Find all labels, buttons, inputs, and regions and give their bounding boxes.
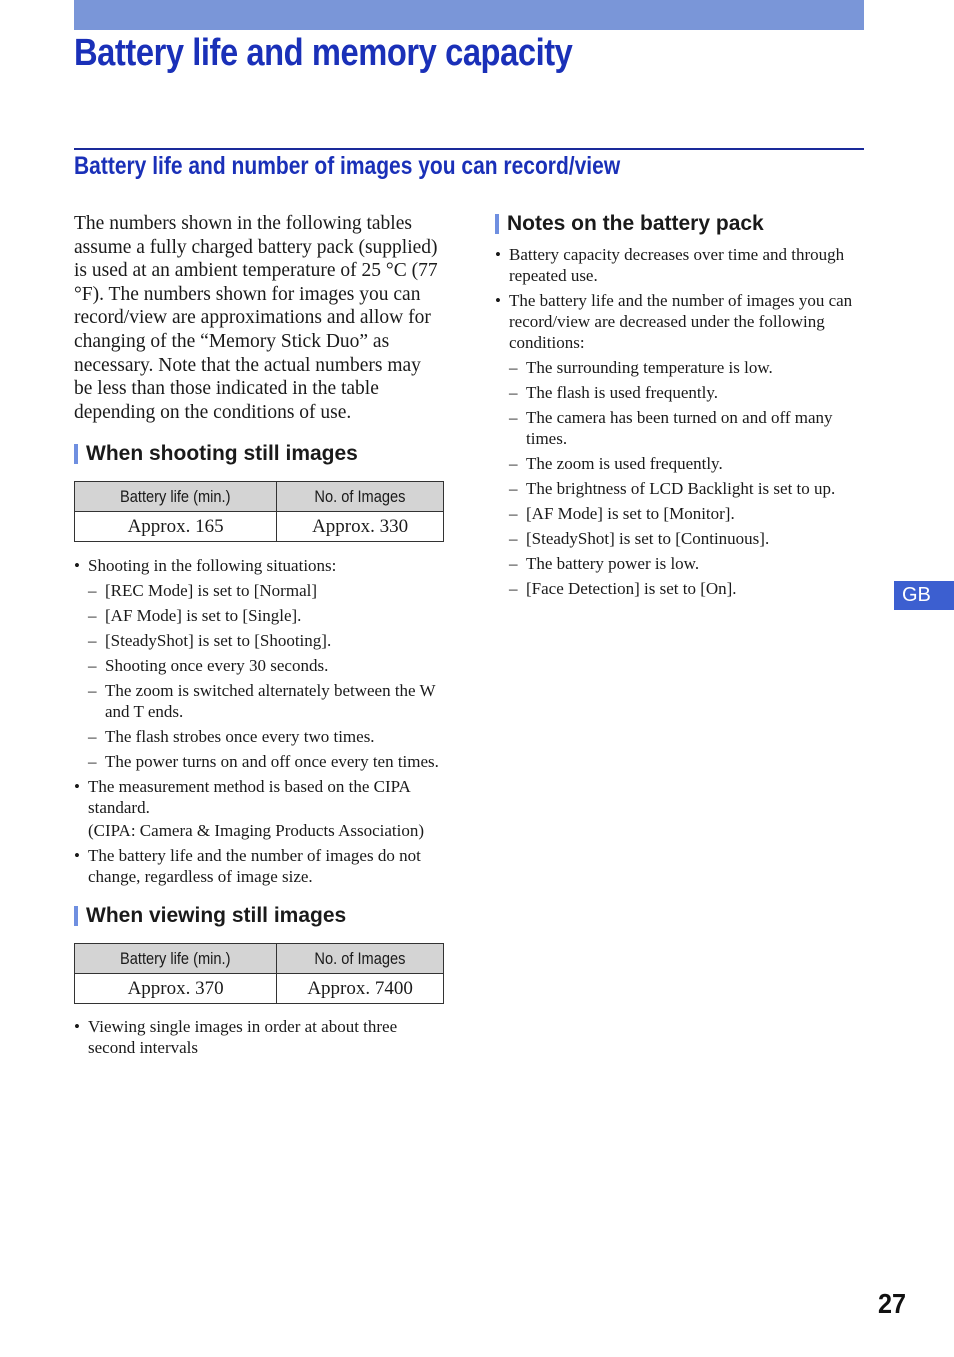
battery-notes: [495, 244, 865, 599]
list-item: • The measurement method is based on the CIPA standard. (CIPA: Camera & Imaging Products Association): [74, 776, 444, 841]
list-item: – The flash strobes once every two times.: [88, 726, 444, 747]
heading-marker: [74, 444, 78, 464]
section-title: Battery life and number of images you can record/view: [74, 152, 621, 180]
shooting-table: [74, 481, 444, 542]
shooting-heading: [74, 442, 444, 466]
table-row: [75, 512, 444, 542]
shooting-notes: [74, 555, 444, 887]
shooting-heading-text: When shooting still images: [86, 442, 358, 466]
intro-paragraph: The numbers shown in the following tables assume a fully charged battery pack (supplied) is used at an ambient temperature of 25 °C (77 °F). The numbers shown for images you can record/view are approximations and allow for changing of the “Memory Stick Duo” as necessary. Note that the actual numbers may be less than those indicated in the table depending on the conditions of use.: [74, 213, 438, 423]
list-item: – The zoom is used frequently.: [509, 453, 865, 474]
sub-list: [88, 580, 444, 772]
list-item: – The flash is used frequently.: [509, 382, 865, 403]
notes-heading-text: Notes on the battery pack: [507, 212, 764, 235]
list-item: – The brightness of LCD Backlight is set to up.: [509, 478, 865, 499]
top-banner: [74, 0, 864, 30]
viewing-heading-text: When viewing still images: [86, 904, 347, 928]
table-cell: Approx. 370: [75, 974, 277, 1004]
list-item: – The camera has been turned on and off many times.: [509, 407, 865, 449]
list-item: – [AF Mode] is set to [Monitor].: [509, 503, 865, 524]
left-column: [74, 212, 444, 1062]
list-item: • Shooting in the following situations: – [REC Mode] is set to [Normal] – [AF Mode] is set to [Single]. – [SteadyShot] is set to [Shooting]. – Shooting once every 30 seconds. – The zoom is switched alternately between the W and T ends. – The flash strobes once every two times. – The power turns on and off once every ten times.: [74, 555, 444, 772]
right-column: [495, 212, 865, 603]
list-item: – The battery power is low.: [509, 553, 865, 574]
table-header-row: [75, 944, 444, 974]
list-item: – [SteadyShot] is set to [Continuous].: [509, 528, 865, 549]
conditions-list: [509, 357, 865, 599]
list-item: • Battery capacity decreases over time and through repeated use.: [495, 244, 865, 286]
list-item: • The battery life and the number of images do not change, regardless of image size.: [74, 845, 444, 887]
list-item: – [SteadyShot] is set to [Shooting].: [88, 630, 444, 651]
table-cell: Approx. 7400: [277, 974, 444, 1004]
table-cell: Approx. 330: [277, 512, 444, 542]
list-item: – The surrounding temperature is low.: [509, 357, 865, 378]
language-tab: GB: [894, 581, 954, 610]
table-cell: Approx. 165: [75, 512, 277, 542]
cipa-note: (CIPA: Camera & Imaging Products Association): [88, 821, 425, 841]
list-item: – Shooting once every 30 seconds.: [88, 655, 444, 676]
table-header-cell: Battery life (min.): [75, 482, 277, 512]
list-item: – The power turns on and off once every ten times.: [88, 751, 444, 772]
page-number: 27: [878, 1288, 907, 1319]
viewing-heading: [74, 904, 444, 928]
notes-heading: [495, 212, 865, 236]
viewing-table: [74, 943, 444, 1004]
list-item: – The zoom is switched alternately between the W and T ends.: [88, 680, 444, 722]
table-header-cell: No. of Images: [277, 944, 444, 974]
list-item: – [AF Mode] is set to [Single].: [88, 605, 444, 626]
table-header-row: [75, 482, 444, 512]
table-row: [75, 974, 444, 1004]
heading-marker: [495, 214, 499, 234]
page-title: Battery life and memory capacity: [74, 32, 573, 74]
list-item: • Viewing single images in order at about three second intervals: [74, 1016, 444, 1058]
list-item: – [Face Detection] is set to [On].: [509, 578, 865, 599]
heading-marker: [74, 906, 78, 926]
list-item: • The battery life and the number of images you can record/view are decreased under the following conditions: – The surrounding temperature is low. – The flash is used frequently. – The camera has been turned on and off many times. – The zoom is used frequently. – The brightness of LCD Backlight is set to up. – [AF Mode] is set to [Monitor]. – [SteadyShot] is set to [Continuous]. – The battery power is low. – [Face Detection] is set to [On].: [495, 290, 865, 599]
list-item: – [REC Mode] is set to [Normal]: [88, 580, 444, 601]
title-divider: [74, 148, 864, 150]
viewing-notes: [74, 1016, 444, 1058]
table-header-cell: Battery life (min.): [75, 944, 277, 974]
table-header-cell: No. of Images: [277, 482, 444, 512]
